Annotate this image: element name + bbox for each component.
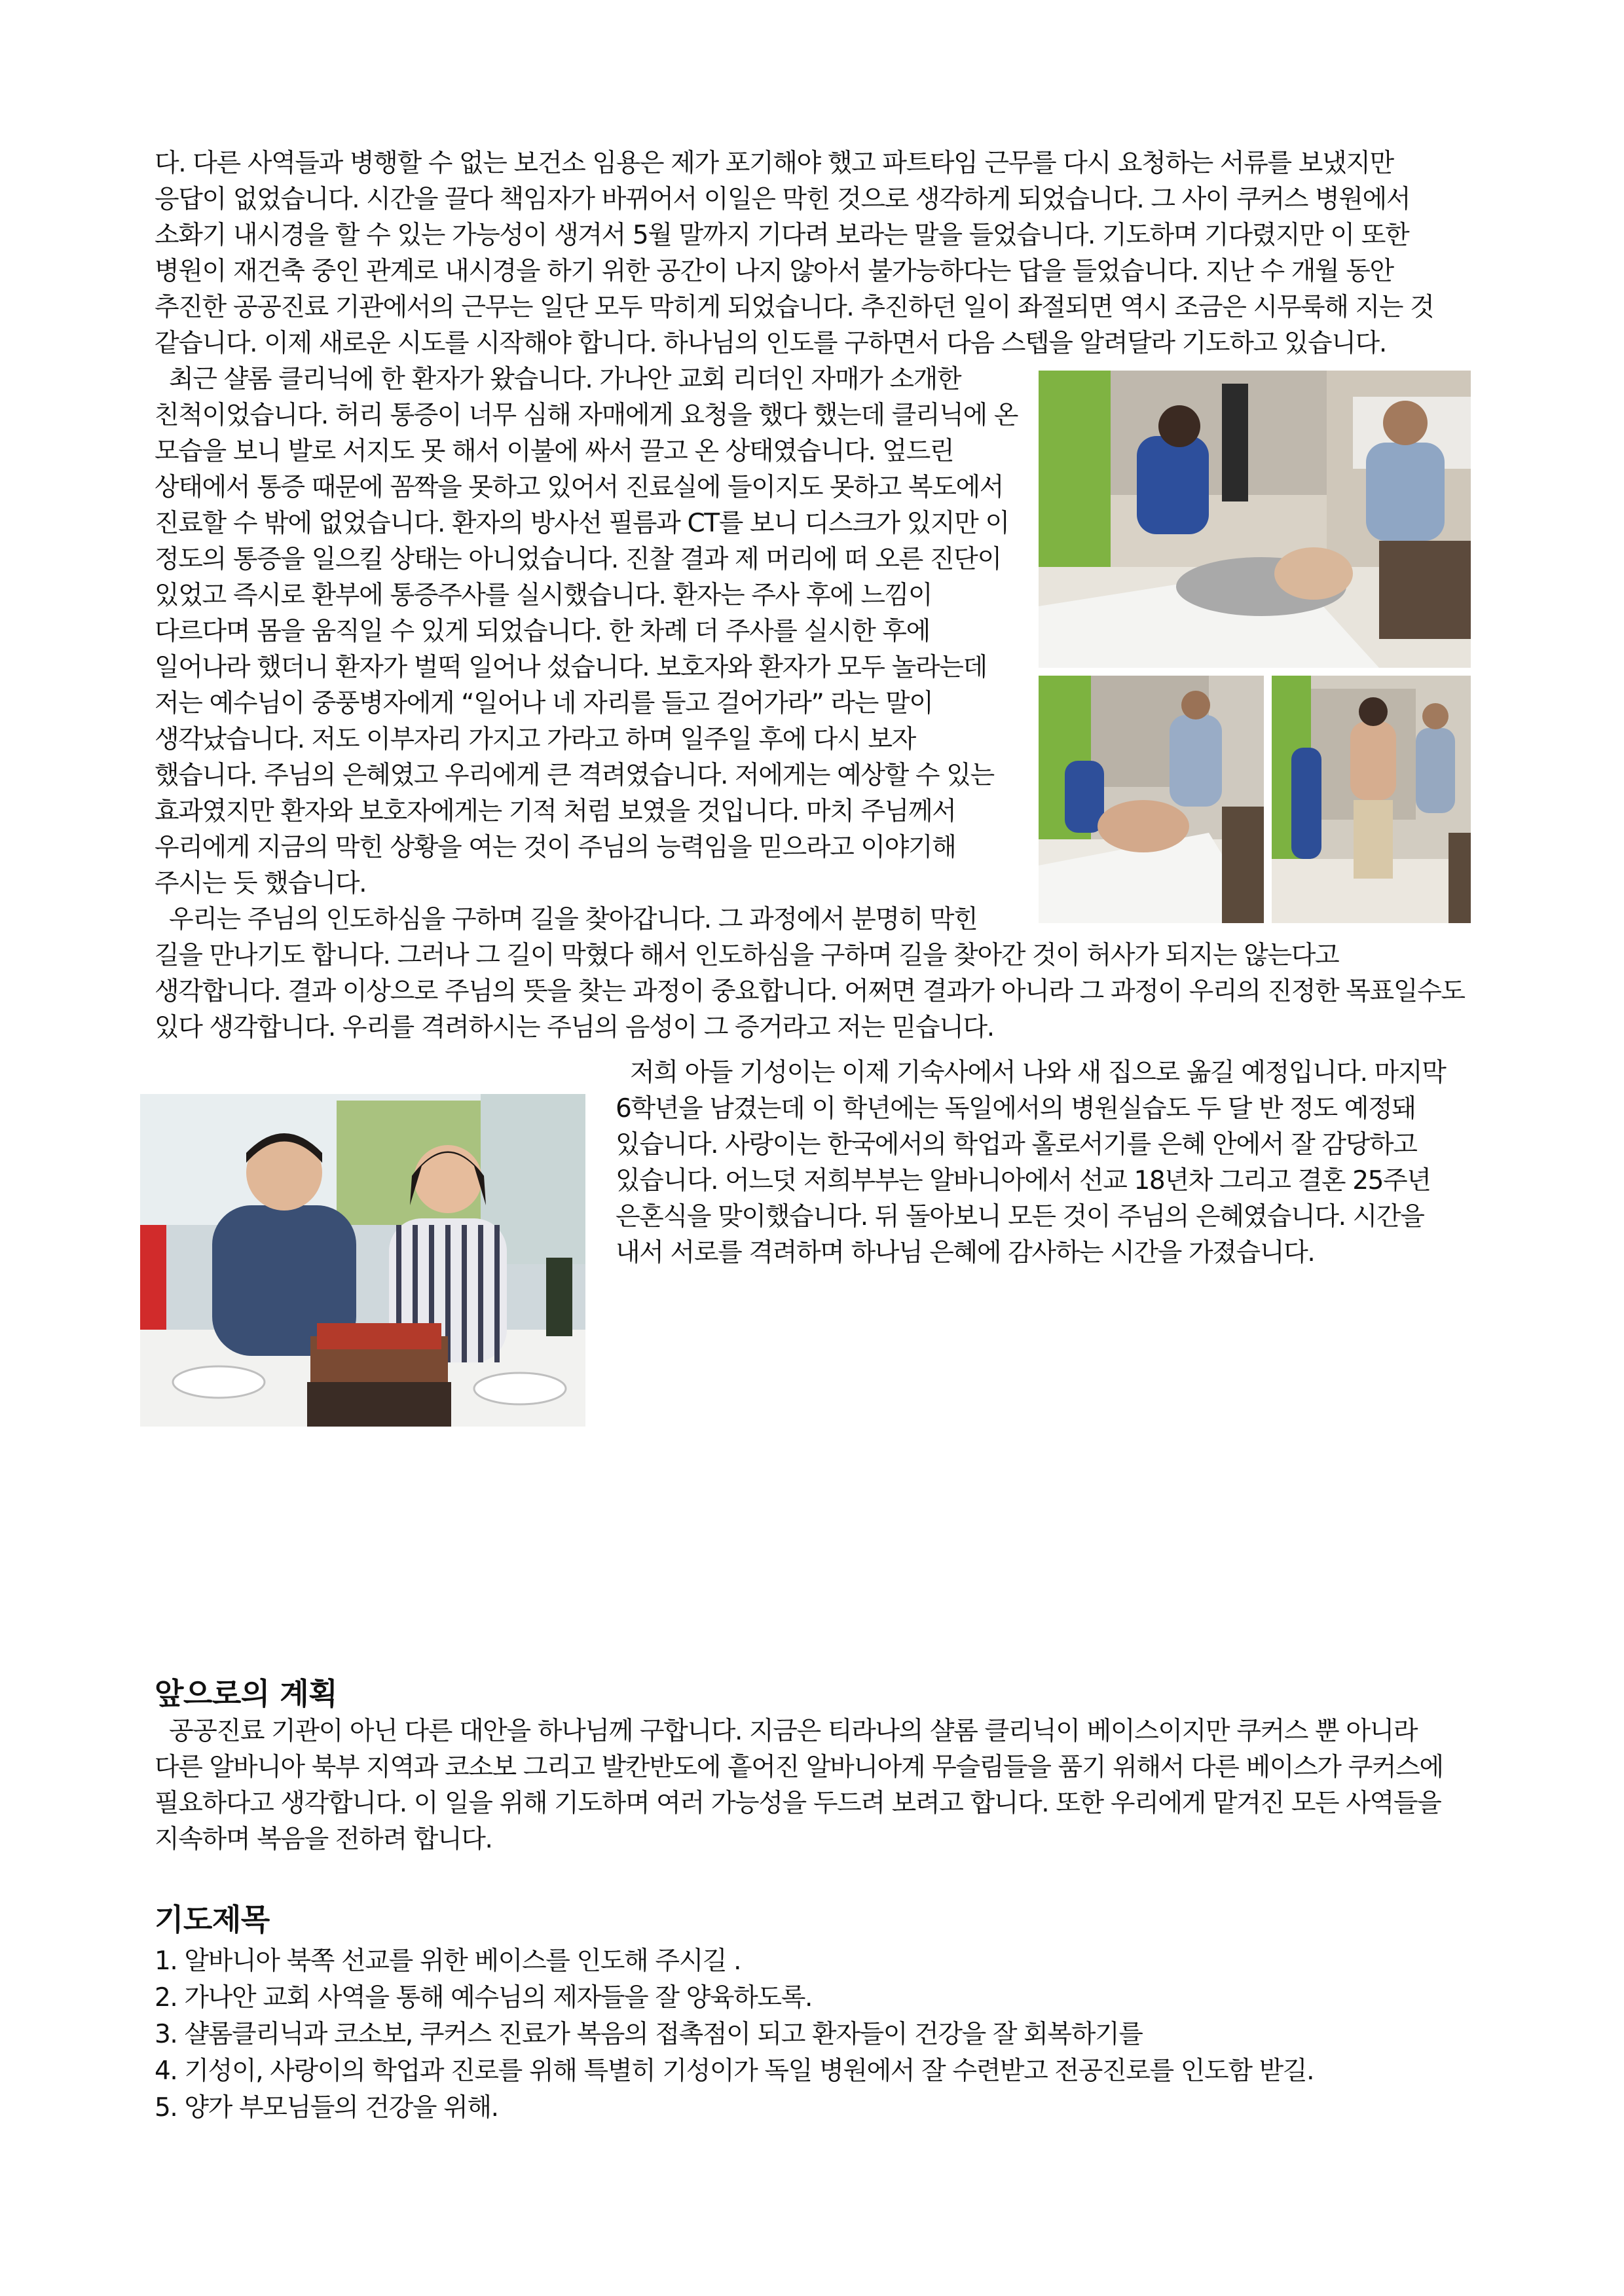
future-plans-body: 공공진료 기관이 아닌 다른 대안을 하나님께 구합니다. 지금은 티라나의 샬롬 클리닉이 베이스이지만 쿠커스 뿐 아니라 다른 알바니아 북부 지역과 코소보 그리고 발칸반도에 흩어진 알바니아계 무슬림들을 품기 위해서 다른 베이스가 쿠커스에 필요하다고 생각합니다. 이 일을 위해 기도하며 여러 가능성을 두드려 보려고 합니다. 또한 우리에게 맡겨진 모든 사역들을 지속하며 복음을 전하려 합니다. [155, 1717, 1443, 1854]
patient-story-paragraph: 최근 샬롬 클리닉에 한 환자가 왔습니다. 가나안 교회 리더인 자매가 소개한 친척이었습니다. 허리 통증이 너무 심해 자매에게 요청을 했다 했는데 클리닉에 온 모습을 보니 발로 서지도 못 해서 이불에 싸서 끌고 온 상태였습니다. 엎드린 상태에서 통증 때문에 꼼짝을 못하고 있어서 진료실에 들이지도 못하고 복도에서 진료할 수 밖에 없었습니다. 환자의 방사선 필름과 CT를 보니 디스크가 있지만 이 정도의 통증을 일으킬 상태는 아니었습니다. 진찰 결과 제 머리에 떠 오른 진단이 있었고 즉시로 환부에 통증주사를 실시했습니다. 환자는 주사 후에 느낌이 다르다며 몸을 움직일 수 있게 되었습니다. 한 차례 더 주사를 실시한 후에 일어나라 했더니 환자가 벌떡 일어나 섰습니다. 보호자와 환자가 모두 놀라는데 저는 예수님이 중풍병자에게 “일어나 네 자리를 들고 걸어가라” 라는 말이 생각났습니다. 저도 이부자리 가지고 가라고 하며 일주일 후에 다시 보자 했습니다. 주님의 은혜였고 우리에게 큰 격려였습니다. 저에게는 예상할 수 있는 효과였지만 환자와 보호자에게는 기적 처럼 보였을 것입니다. 마치 주님께서 우리에게 지금의 막힌 상황을 여는 것이 주님의 능력임을 믿으라고 이야기해 주시는 듯 했습니다. [155, 365, 1018, 898]
patient-walking-photo [1272, 676, 1471, 923]
newsletter-page [155, 145, 1471, 2123]
clinic-treatment-photo [1039, 371, 1471, 668]
prayer-item: 5. 양가 부모님들의 건강을 위해. [155, 2093, 498, 2123]
future-plans-heading: 앞으로의 계획 [155, 1676, 338, 1711]
clinic-standing-photo [1039, 676, 1264, 923]
clinic-photo-collage [1039, 371, 1471, 923]
future-plans-section [155, 1674, 1471, 1857]
prayer-requests-section [155, 1900, 1471, 2126]
family-section [155, 1055, 1471, 1428]
intro-paragraph: 다. 다른 사역들과 병행할 수 없는 보건소 임용은 제가 포기해야 했고 파트타임 근무를 다시 요청하는 서류를 보냈지만 응답이 없었습니다. 시간을 끌다 책임자가 바뀌어서 이일은 막힌 것으로 생각하게 되었습니다. 그 사이 쿠커스 병원에서 소화기 내시경을 할 수 있는 가능성이 생겨서 5월 말까지 기다려 보라는 말을 들었습니다. 기도하며 기다렸지만 이 또한 병원이 재건축 중인 관계로 내시경을 하기 위한 공간이 나지 않아서 불가능하다는 답을 들었습니다. 지난 수 개월 동안 추진한 공공진료 기관에서의 근무는 일단 모두 막히게 되었습니다. 추진하던 일이 좌절되면 역시 조금은 시무룩해 지는 것 같습니다. 이제 새로운 시도를 시작해야 합니다. 하나님의 인도를 구하면서 다음 스텝을 알려달라 기도하고 있습니다. [155, 149, 1434, 358]
anniversary-photo [140, 1094, 585, 1427]
prayer-item: 2. 가나안 교회 사역을 통해 예수님의 제자들을 잘 양육하도록. [155, 1983, 812, 2013]
prayer-item: 1. 알바니아 북쪽 선교를 위한 베이스를 인도해 주시길 . [155, 1946, 741, 1976]
prayer-requests-list [155, 1943, 1471, 2126]
prayer-item: 4. 기성이, 사랑이의 학업과 진로를 위해 특별히 기성이가 독일 병원에서 잘 수련받고 전공진로를 인도함 받길. [155, 2056, 1314, 2086]
prayer-item: 3. 샬롬클리닉과 코소보, 쿠커스 진료가 복음의 접촉점이 되고 환자들이 건강을 잘 회복하기를 [155, 2020, 1143, 2049]
family-news-paragraph: 저희 아들 기성이는 이제 기숙사에서 나와 새 집으로 옮길 예정입니다. 마지막 6학년을 남겼는데 이 학년에는 독일에서의 병원실습도 두 달 반 정도 예정돼 있습니다. 사랑이는 한국에서의 학업과 홀로서기를 은혜 안에서 잘 감당하고 있습니다. 어느덧 저희부부는 알바니아에서 선교 18년차 그리고 결혼 25주년 은혼식을 맞이했습니다. 뒤 돌아보니 모든 것이 주님의 은혜였습니다. 시간을 내서 서로를 격려하며 하나님 은혜에 감사하는 시간을 가졌습니다. [616, 1058, 1446, 1267]
guidance-paragraph: 우리는 주님의 인도하심을 구하며 길을 찾아갑니다. 그 과정에서 분명히 막힌 길을 만나기도 합니다. 그러나 그 길이 막혔다 해서 인도하심을 구하며 길을 찾아간 것이 허사가 되지는 않는다고 생각합니다. 결과 이상으로 주님의 뜻을 찾는 과정이 중요합니다. 어쩌면 결과가 아니라 그 과정이 우리의 진정한 목표일수도 있다 생각합니다. 우리를 격려하시는 주님의 음성이 그 증거라고 저는 믿습니다. [155, 905, 1465, 1042]
prayer-requests-heading: 기도제목 [155, 1902, 270, 1937]
